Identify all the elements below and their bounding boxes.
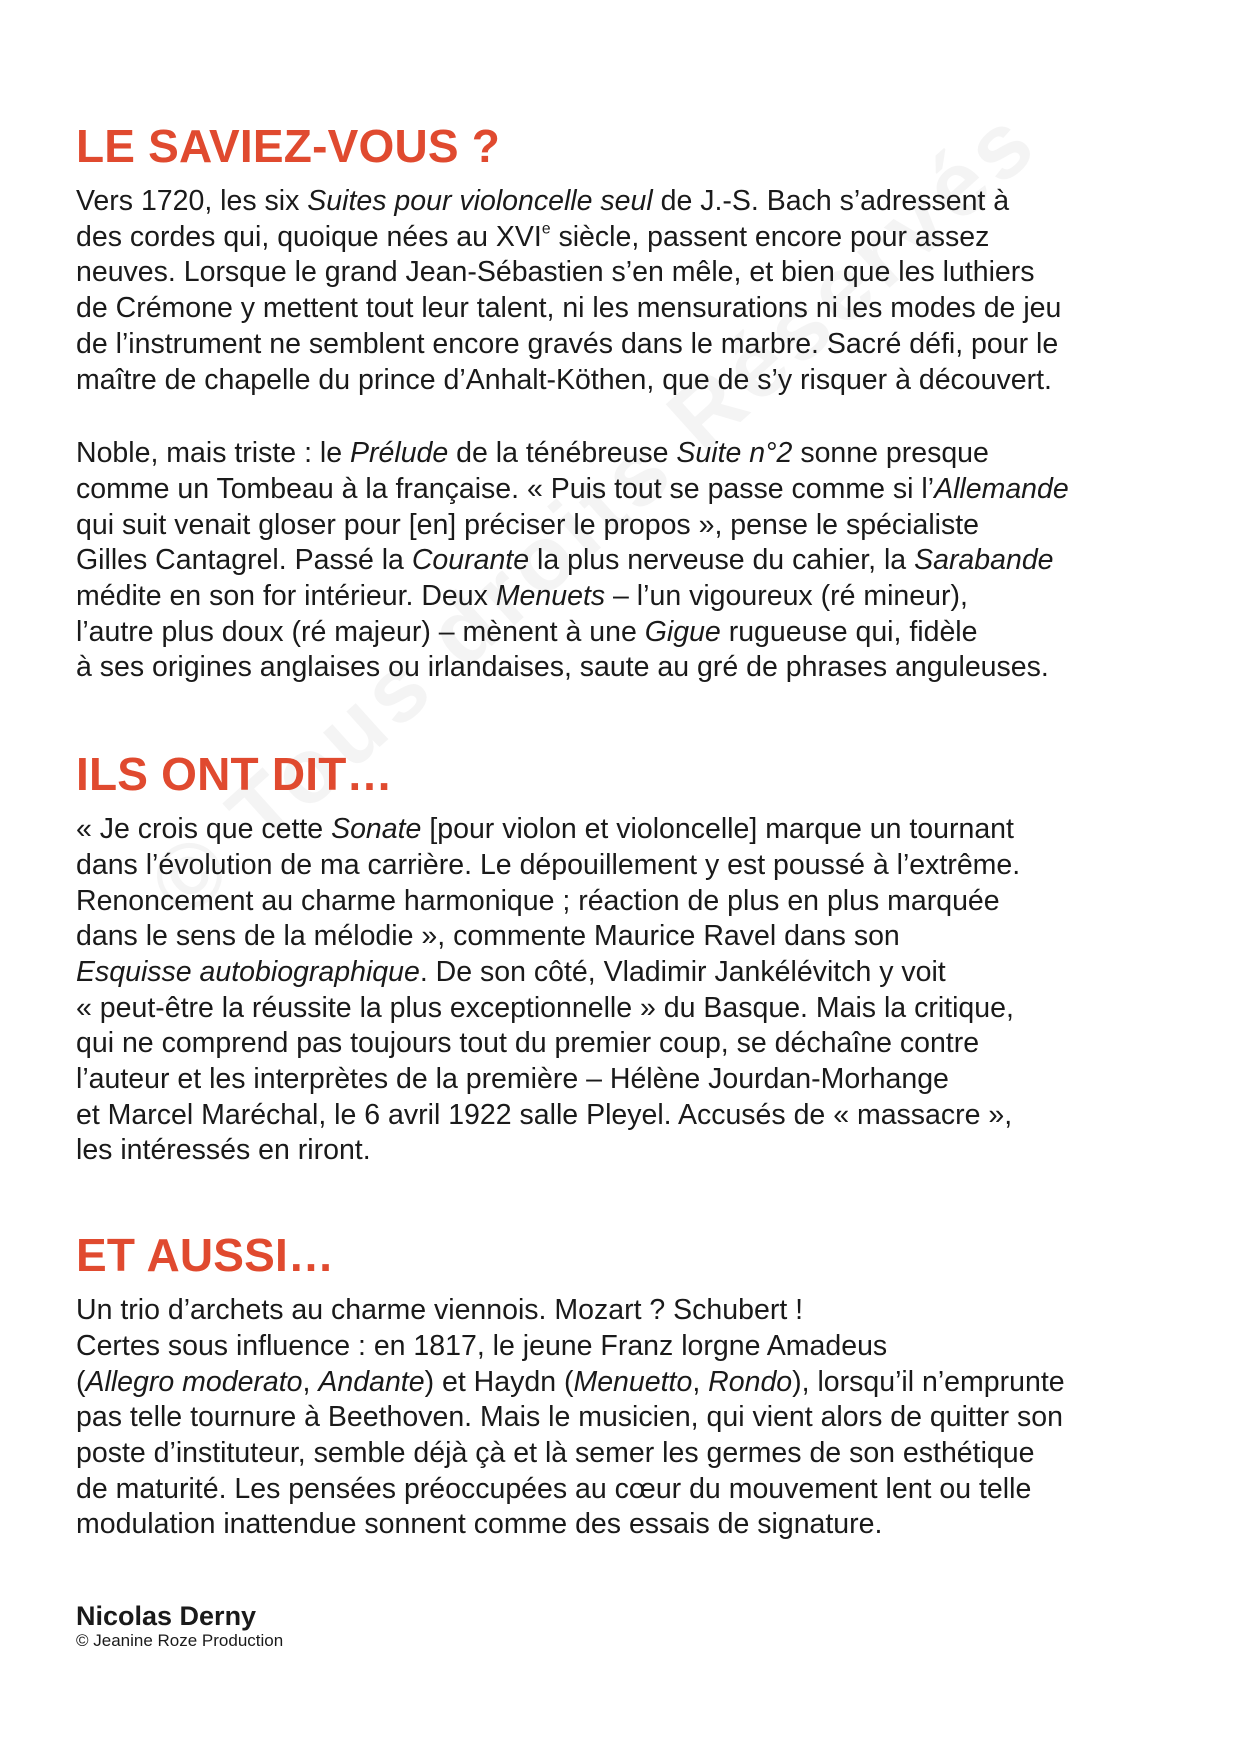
section-title-le-saviez-vous: LE SAVIEZ-VOUS ?	[76, 120, 501, 172]
text-line: neuves. Lorsque le grand Jean-Sébastien s’en mêle, et bien que les luthiers	[76, 256, 1035, 289]
text-run: des cordes qui, quoique nées au XVI	[76, 220, 542, 253]
text-run: Vers 1720, les six	[76, 185, 308, 217]
italic-title: Menuetto	[573, 1365, 693, 1398]
text-line: qui ne comprend pas toujours tout du premier coup, se déchaîne contre	[76, 1027, 980, 1060]
italic-title: Andante	[318, 1365, 425, 1398]
text-run: [pour violon et violoncelle] marque un tournant	[421, 813, 1014, 846]
text-run: de J.-S. Bach s’adressent à	[652, 185, 1010, 217]
text-run: siècle, passent encore pour assez	[550, 220, 990, 253]
italic-title: Menuets	[495, 580, 606, 613]
text-run: ,	[302, 1365, 319, 1398]
italic-title: Suites pour violoncelle seul	[307, 185, 653, 217]
text-run: ) et Haydn (	[424, 1365, 574, 1398]
italic-title: Prélude	[350, 437, 449, 470]
paragraph-ravel-sonate	[76, 812, 1176, 1169]
italic-title: Rondo	[708, 1365, 793, 1398]
text-line: à ses origines anglaises ou irlandaises, saute au gré de phrases anguleuses.	[76, 651, 1049, 684]
text-run: de la ténébreuse	[448, 437, 677, 470]
text-line: pas telle tournure à Beethoven. Mais le musicien, qui vient alors de quitter son	[76, 1401, 1063, 1434]
text-line: et Marcel Maréchal, le 6 avril 1922 salle Pleyel. Accusés de « massacre »,	[76, 1098, 1013, 1131]
text-run: . De son côté, Vladimir Jankélévitch y voit	[419, 955, 946, 988]
text-line: Certes sous influence : en 1817, le jeune Franz lorgne Amadeus	[76, 1329, 888, 1362]
italic-title: Sarabande	[914, 544, 1054, 577]
text-line: dans l’évolution de ma carrière. Le dépouillement y est poussé à l’extrême.	[76, 848, 1021, 881]
italic-title: Allemande	[934, 472, 1069, 505]
text-line: dans le sens de la mélodie », commente Maurice Ravel dans son	[76, 920, 900, 953]
text-line: de l’instrument ne semblent encore gravés dans le marbre. Sacré défi, pour le	[76, 327, 1059, 360]
text-run: la plus nerveuse du cahier, la	[529, 544, 915, 577]
text-line: de maturité. Les pensées préoccupées au cœur du mouvement lent ou telle	[76, 1472, 1032, 1505]
text-line: maître de chapelle du prince d’Anhalt-Köthen, que de s’y risquer à découvert.	[76, 363, 1052, 396]
text-run: (	[76, 1365, 86, 1398]
text-run: ,	[692, 1365, 709, 1398]
paragraph-schubert-trio	[76, 1293, 1176, 1543]
text-line: l’auteur et les interprètes de la première – Hélène Jourdan-Morhange	[76, 1063, 949, 1096]
italic-title: Suite n°2	[676, 437, 793, 470]
section-title-et-aussi: ET AUSSI…	[76, 1229, 335, 1282]
text-run: l’autre plus doux (ré majeur) – mènent à une	[76, 615, 645, 648]
text-line: les intéressés en riront.	[76, 1134, 371, 1167]
copyright-credit: © Jeanine Roze Production	[76, 1631, 284, 1651]
text-run: rugueuse qui, fidèle	[720, 615, 978, 648]
italic-title: Allegro moderato	[85, 1365, 303, 1398]
italic-title: Esquisse autobiographique	[76, 955, 420, 988]
text-run: « Je crois que cette	[76, 813, 332, 846]
text-line: « peut-être la réussite la plus exceptionnelle » du Basque. Mais la critique,	[76, 991, 1014, 1024]
text-run: médite en son for intérieur. Deux	[76, 580, 496, 613]
superscript: e	[541, 220, 551, 238]
signature-block	[76, 1601, 1176, 1651]
text-run: – l’un vigoureux (ré mineur),	[605, 580, 968, 613]
document-page	[76, 118, 1176, 1651]
text-line: Un trio d’archets au charme viennois. Mozart ? Schubert !	[76, 1294, 804, 1327]
section-title-ils-ont-dit: ILS ONT DIT…	[76, 748, 393, 801]
author-name: Nicolas Derny	[76, 1601, 257, 1632]
text-run: Noble, mais triste : le	[76, 437, 351, 470]
text-line: de Crémone y mettent tout leur talent, ni les mensurations ni les modes de jeu	[76, 292, 1062, 325]
italic-title: Sonate	[331, 813, 422, 846]
text-line: modulation inattendue sonnent comme des essais de signature.	[76, 1508, 883, 1541]
paragraph-suite-no2	[76, 436, 1176, 686]
paragraph-bach-suites	[76, 184, 1176, 398]
text-line: qui suit venait gloser pour [en] préciser le propos », pense le spécialiste	[76, 508, 980, 541]
text-run: sonne presque	[792, 437, 989, 470]
text-run: comme un Tombeau à la française. « Puis tout se passe comme si l’	[76, 472, 935, 505]
italic-title: Gigue	[644, 615, 721, 648]
italic-title: Courante	[411, 544, 530, 577]
text-run: Gilles Cantagrel. Passé la	[76, 544, 412, 577]
text-run: ), lorsqu’il n’emprunte	[792, 1365, 1065, 1398]
text-line: Renoncement au charme harmonique ; réaction de plus en plus marquée	[76, 884, 1000, 917]
text-line: poste d’instituteur, semble déjà çà et là semer les germes de son esthétique	[76, 1436, 1035, 1469]
